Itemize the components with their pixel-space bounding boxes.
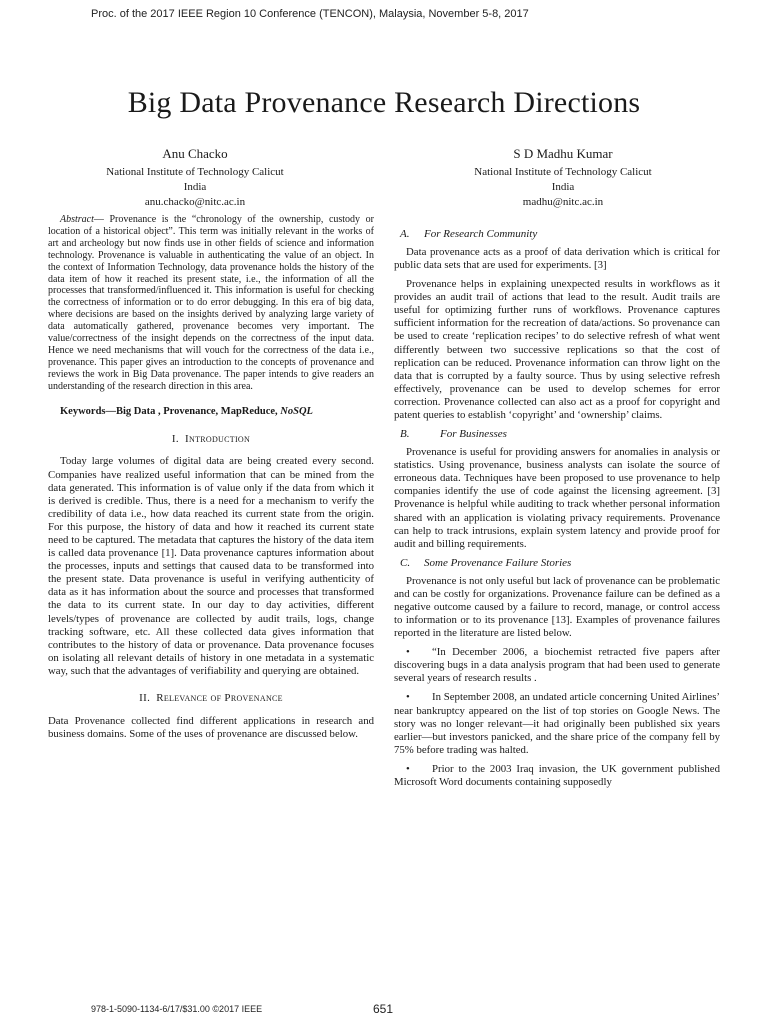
section-number: I. <box>171 432 179 445</box>
section-title-rest: elevance of <box>163 692 225 704</box>
author-block-1 <box>45 146 345 210</box>
subsection-label: A. <box>400 228 410 240</box>
section-title-rest: ntroduction <box>189 432 251 445</box>
left-column <box>48 214 374 741</box>
subsection-heading-research <box>394 228 720 241</box>
author-affiliation: National Institute of Technology Calicut <box>106 166 284 178</box>
intro-paragraph: Today large volumes of digital data are being created every second. Companies have realized useful information that can be mined from the data generated. This information is of value only if the data from which it is derived is credible. Thus, there is a need for a mechanism to verify the credibility of data i.e., how data reached its current state from the origin. For this purpose, the history of data and how it reached its current state need to be captured. The metadata that captures the history of the data item is called data provenance [1]. Data provenance captures information about the processes, inputs and settings that caused data to be transformed into the present state. Data provenance is useful in verifying authenticity of data as it has information about the source and processes that transformed the data to its current state. In our day to day activities, different levels/types of provenance are collected by audit trails, logs, change tracking software, etc. All these collected data gives information that contributes to the history of data or provenance. Data provenance focuses on isolating all relevant details of history in one metadata in a systematic way, such that the advantages of verifiability and querying are obtained. <box>48 455 374 677</box>
section-first-letter: I <box>185 432 189 445</box>
subsection-label: B. <box>400 428 410 441</box>
section-first-letter-2: P <box>224 692 231 704</box>
subsection-title: For Research Community <box>424 228 538 240</box>
bullet-icon: • <box>406 762 410 775</box>
conference-header: Proc. of the 2017 IEEE Region 10 Conference (TENCON), Malaysia, November 5-8, 2017 <box>91 8 529 20</box>
paper-title: Big Data Provenance Research Directions <box>127 86 641 119</box>
author-name: S D Madhu Kumar <box>513 146 613 161</box>
keywords <box>48 406 374 419</box>
author-affiliation: National Institute of Technology Calicut <box>474 166 652 178</box>
subsection-title: Some Provenance Failure Stories <box>424 556 572 569</box>
section-title-rest-2: rovenance <box>230 692 283 704</box>
section-heading-relevance <box>48 692 374 705</box>
bullet-text: In September 2008, an undated article concerning United Airlines’ near bankruptcy appeared on the list of top stories on Google News. The story was no longer relevant—it had originally been published six years earlier—but investors panicked, and the share price of the company fell by 75% before trading was halted. <box>394 691 720 756</box>
bullet-text: Prior to the 2003 Iraq invasion, the UK government published Microsoft Word documents containing supposedly <box>394 762 720 788</box>
right-column <box>394 228 720 795</box>
abstract-label: Abstract <box>60 214 94 225</box>
subsection-heading-failures <box>394 557 720 570</box>
section-heading-introduction <box>48 433 374 446</box>
research-paragraph-2: Provenance helps in explaining unexpected results in workflows as it provides an audit trail of actions that lead to the result. Audit trails are useful for optimizing further runs of workflows. Provenance captures sufficient information for the recreation of data/actions. So provenance can be used to create ‘replication recipes’ to do selective refresh of what went differently between two successive replications so that the cost of replication can be reduced. Provenance information can throw light on the data that is corrupted by a faulty source. Thus by using selective refresh effectively, provenance can be used to develop schemes for error correction. Provenance collected can also act as a proof for copyright and patent queries to establish ‘copyright’ and ‘ownership’ claims. <box>394 278 720 422</box>
failures-paragraph: Provenance is not only useful but lack of provenance can be problematic and can be costly for organizations. Provenance failure can be defined as a negative outcome caused by a failure to record, manage, or control access to information or to its provenance [13]. Examples of provenance failures reported in the literature are listed below. <box>394 574 720 640</box>
author-name: Anu Chacko <box>162 146 228 161</box>
footer-isbn: 978-1-5090-1134-6/17/$31.00 ©2017 IEEE <box>91 1004 263 1014</box>
bullet-icon: • <box>406 646 410 659</box>
subsection-title: For Businesses <box>440 428 507 441</box>
businesses-paragraph: Provenance is useful for providing answers for anomalies in analysis or statistics. Using provenance, business analysts can isolate the source of erroneous data. Techniques have been proposed to use provenance to help companies identify the use of code against the licensing agreement. [3] Provenance is helpful while auditing to track whether personal information shared with an application is violating privacy requirements. Provenance can help to track intrusions, explain system latency and provide proof for audit and billing requirements. <box>394 446 720 550</box>
page-number: 651 <box>373 1002 394 1016</box>
author-email: anu.chacko@nitc.ac.in <box>144 196 246 208</box>
list-item <box>394 646 720 685</box>
abstract <box>48 214 374 393</box>
research-paragraph-1: Data provenance acts as a proof of data derivation which is critical for public data sets that are used for experiments. [3] <box>394 245 720 271</box>
keywords-italic: NoSQL <box>280 405 313 417</box>
subsection-label: C. <box>400 556 411 569</box>
keywords-text: —Big Data , Provenance, MapReduce, <box>105 405 281 417</box>
list-item <box>394 763 720 789</box>
section-number: II. <box>139 692 151 704</box>
bullet-icon: • <box>406 691 410 704</box>
author-block-2 <box>413 146 713 210</box>
keywords-label: Keywords <box>60 405 106 417</box>
author-email: madhu@nitc.ac.in <box>522 196 604 208</box>
author-country: India <box>183 181 207 193</box>
section-first-letter: R <box>156 692 164 704</box>
list-item <box>394 691 720 756</box>
relevance-paragraph: Data Provenance collected find different applications in research and business domains. Some of the uses of provenance are discussed below. <box>48 714 374 740</box>
bullet-text: “In December 2006, a biochemist retracted five papers after discovering bugs in a data analysis program that had been used to generate several years of research results . <box>394 646 720 685</box>
abstract-text: — Provenance is the “chronology of the ownership, custody or location of a historical object”. This term was initially relevant in the works of art and archeology but now finds use in other fields of science and information technology. Provenance is valuable in authenticating the value of an object. In the context of Information Technology, data provenance holds the history of the data item of how it reached its present state, i.e., the information of all the processes that transformed/influenced it. This information is useful for checking the correctness of information or to do error debugging. In this era of big data, where decisions are based on the insights derived by analyzing large variety of data automatically gathered, provenance becomes very important. The value/correctness of the insight depends on the correctness of the input data. Hence we need mechanisms that will vouch for the correctness of the data i.e., provenance. This paper gives an introduction to the concepts of provenance and reviews the work in Big Data provenance. The paper intends to give readers an understanding of the research direction in this area. <box>48 214 374 392</box>
author-country: India <box>551 181 575 193</box>
subsection-heading-businesses <box>394 428 720 441</box>
